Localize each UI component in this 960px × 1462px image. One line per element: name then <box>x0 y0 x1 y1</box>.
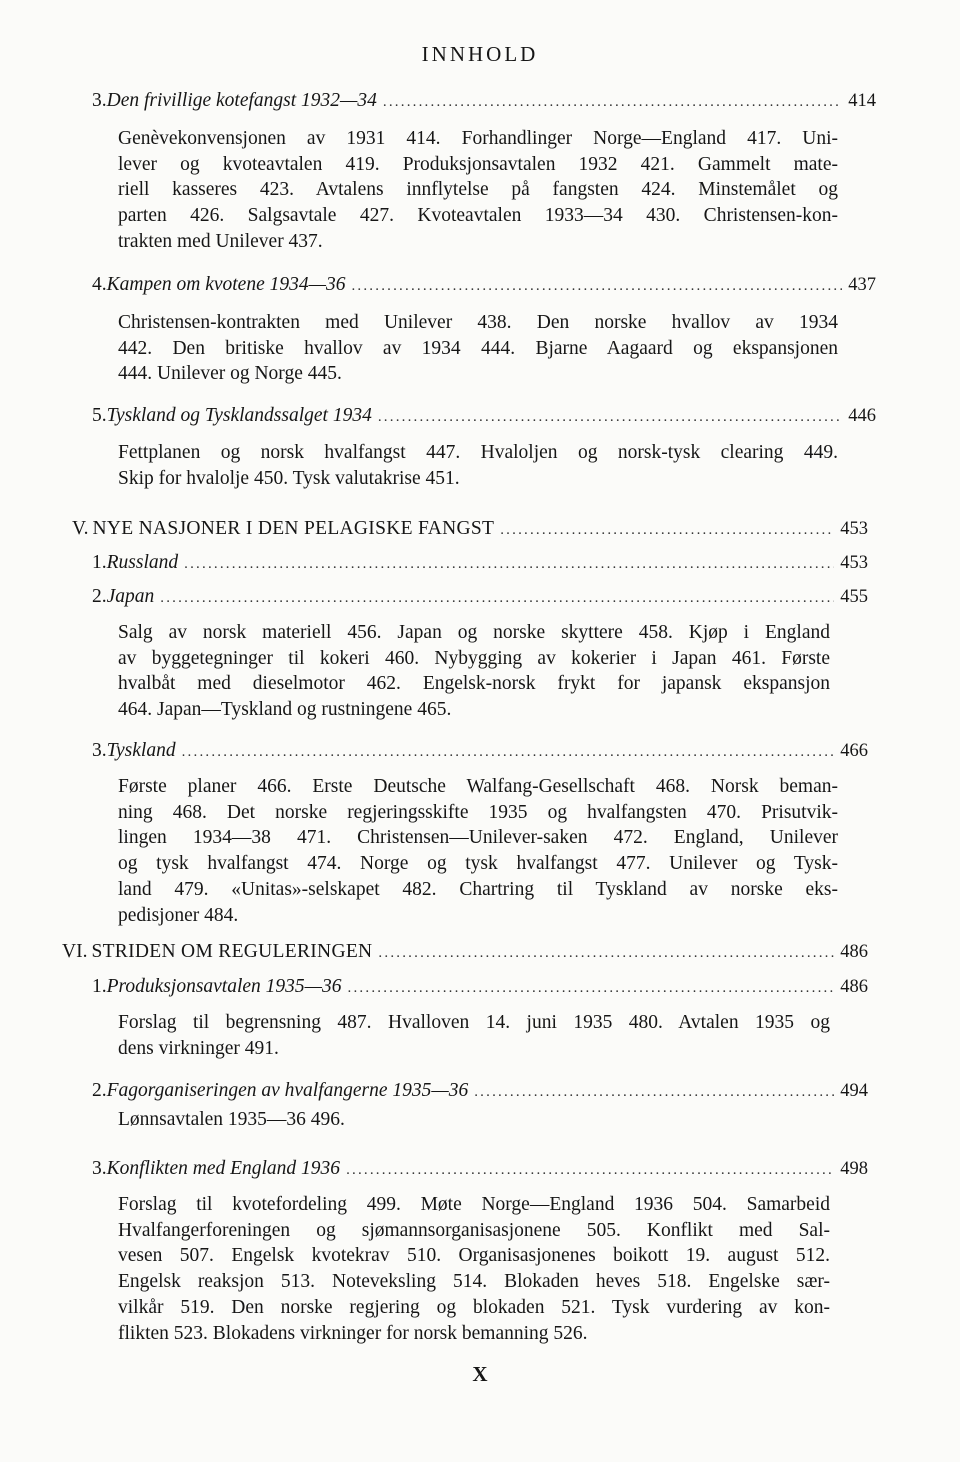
description-line: og tysk hvalfangst 474. Norge og tysk hvalfangst 477. Unilever og Tysk- <box>118 853 838 875</box>
entry-title: Tyskland <box>106 740 176 761</box>
leader-dots <box>184 556 834 573</box>
leader-dots <box>346 1162 834 1179</box>
description-line: hvalbåt med dieselmotor 462. Engelsk-norsk frykt for japansk ekspansjon <box>118 673 830 695</box>
leader-dots <box>383 94 842 111</box>
entry-page: 498 <box>840 1159 868 1179</box>
entry-page: 453 <box>840 553 868 573</box>
entry-number: 1. <box>92 976 107 997</box>
chapter-page: 453 <box>840 519 868 539</box>
entry-title: Den frivillige kotefangst 1932—34 <box>106 90 377 111</box>
entry-number: 2. <box>92 1080 107 1101</box>
entry-page: 486 <box>840 977 868 997</box>
entry-page: 494 <box>840 1081 868 1101</box>
entry-description <box>118 774 838 928</box>
description-line: lingen 1934—38 471. Christensen—Unilever-saken 472. England, Unilever <box>118 827 838 849</box>
chapter-page: 486 <box>840 942 868 962</box>
description-line: vilkår 519. Den norske regjering og blokaden 521. Tysk vurdering av kon- <box>118 1296 830 1318</box>
entry-title: Tyskland og Tysklandssalget 1934 <box>106 405 372 426</box>
description-line: lever og kvoteavtalen 419. Produksjonsavtalen 1932 421. Gammelt mate- <box>118 153 838 175</box>
chapter-title: NYE NASJONER I DEN PELAGISKE FANGST <box>92 518 495 539</box>
entry-page: 414 <box>848 91 876 111</box>
entry-description <box>118 1010 830 1061</box>
description-line: 464. Japan—Tyskland og rustningene 465. <box>118 699 452 721</box>
chapter-number: V. <box>72 518 89 539</box>
chapter-title: STRIDEN OM REGULERINGEN <box>91 941 373 962</box>
description-line: Salg av norsk materiell 456. Japan og norske skyttere 458. Kjøp i England <box>118 622 830 643</box>
entry-number: 2. <box>92 586 107 607</box>
toc-entry-japan[interactable] <box>92 586 868 608</box>
description-line: 442. Den britiske hvallov av 1934 444. Bjarne Aagaard og ekspansjonen <box>118 337 838 359</box>
entry-description <box>118 620 830 723</box>
entry-description <box>118 310 838 387</box>
toc-entry-4-kampen[interactable] <box>92 274 876 296</box>
description-line: flikten 523. Blokadens virkninger for norsk bemanning 526. <box>118 1322 588 1344</box>
entry-title: Konflikten med England 1936 <box>106 1158 341 1179</box>
toc-chapter-V[interactable] <box>72 518 868 540</box>
description-line: Christensen-kontrakten med Unilever 438. Den norske hvallov av 1934 <box>118 312 838 333</box>
entry-number: 3. <box>92 90 107 111</box>
entry-title: Fagorganiseringen av hvalfangerne 1935—36 <box>106 1080 469 1101</box>
toc-entry-5-tysklandssalget[interactable] <box>92 405 876 427</box>
entry-title: Produksjonsavtalen 1935—36 <box>106 976 342 997</box>
description-line: av byggetegninger til kokeri 460. Nybygging av kokerier i Japan 461. Første <box>118 647 830 669</box>
description-line: land 479. «Unitas»-selskapet 482. Chartring til Tyskland av norske eks- <box>118 878 838 900</box>
leader-dots <box>351 278 842 295</box>
description-line: pedisjoner 484. <box>118 904 239 926</box>
toc-entry-konflikten[interactable] <box>92 1158 868 1180</box>
description-line: vesen 507. Engelsk kvotekrav 510. Organisasjonenes boikott 19. august 512. <box>118 1245 830 1267</box>
description-line: Fettplanen og norsk hvalfangst 447. Hvaloljen og norsk-tysk clearing 449. <box>118 442 838 463</box>
entry-description <box>118 126 838 255</box>
entry-number: 1. <box>92 552 107 573</box>
entry-page: 455 <box>840 587 868 607</box>
description-line: Engelsk reaksjon 513. Noteveksling 514. Blokaden heves 518. Engelske sær- <box>118 1271 830 1293</box>
toc-entry-3-kotefangst[interactable] <box>92 90 876 112</box>
description-line: Skip for hvalolje 450. Tysk valutakrise 451. <box>118 467 460 489</box>
entry-number: 4. <box>92 274 107 295</box>
description-line: parten 426. Salgsavtale 427. Kvoteavtalen 1933—34 430. Christensen-kon- <box>118 205 838 227</box>
toc-entry-produksjonsavtalen[interactable] <box>92 976 868 998</box>
leader-dots <box>378 409 842 426</box>
leader-dots <box>500 522 834 539</box>
leader-dots <box>160 590 834 607</box>
description-line: Lønnsavtalen 1935—36 496. <box>118 1109 345 1130</box>
description-line: ning 468. Det norske regjeringsskifte 1935 og hvalfangsten 470. Prisutvik- <box>118 801 838 823</box>
chapter-number: VI. <box>62 941 88 962</box>
entry-description <box>118 440 838 491</box>
entry-page: 437 <box>848 275 876 295</box>
entry-description <box>118 1107 830 1133</box>
description-line: Første planer 466. Erste Deutsche Walfang-Gesellschaft 468. Norsk beman- <box>118 776 838 797</box>
entry-title: Japan <box>106 586 155 607</box>
leader-dots <box>474 1084 834 1101</box>
entry-number: 5. <box>92 405 107 426</box>
toc-entry-russland[interactable] <box>92 552 868 574</box>
leader-dots <box>348 980 835 997</box>
description-line: trakten med Unilever 437. <box>118 230 323 252</box>
toc-entry-fagorganiseringen[interactable] <box>92 1080 868 1102</box>
entry-number: 3. <box>92 1158 107 1179</box>
description-line: Genèvekonvensjonen av 1931 414. Forhandlinger Norge—England 417. Uni- <box>118 128 838 149</box>
entry-title: Kampen om kvotene 1934—36 <box>106 274 346 295</box>
page-number: X <box>472 1362 488 1386</box>
description-line: Hvalfangerforeningen og sjømannsorganisasjonene 505. Konflikt med Sal- <box>118 1219 830 1241</box>
entry-description <box>118 1192 830 1346</box>
description-line: 444. Unilever og Norge 445. <box>118 363 342 385</box>
leader-dots <box>378 945 834 962</box>
entry-title: Russland <box>106 552 179 573</box>
description-line: riell kasseres 423. Avtalens innflytelse på fangsten 424. Minstemålet og <box>118 179 838 201</box>
description-line: Forslag til begrensning 487. Hvalloven 14. juni 1935 480. Avtalen 1935 og <box>118 1012 830 1033</box>
entry-page: 466 <box>840 741 868 761</box>
description-line: dens virkninger 491. <box>118 1037 279 1059</box>
page-header: INNHOLD <box>421 42 539 66</box>
leader-dots <box>182 744 835 761</box>
toc-chapter-VI[interactable] <box>62 941 868 963</box>
entry-page: 446 <box>848 406 876 426</box>
toc-entry-tyskland[interactable] <box>92 740 868 762</box>
entry-number: 3. <box>92 740 107 761</box>
description-line: Forslag til kvotefordeling 499. Møte Norge—England 1936 504. Samarbeid <box>118 1194 830 1215</box>
